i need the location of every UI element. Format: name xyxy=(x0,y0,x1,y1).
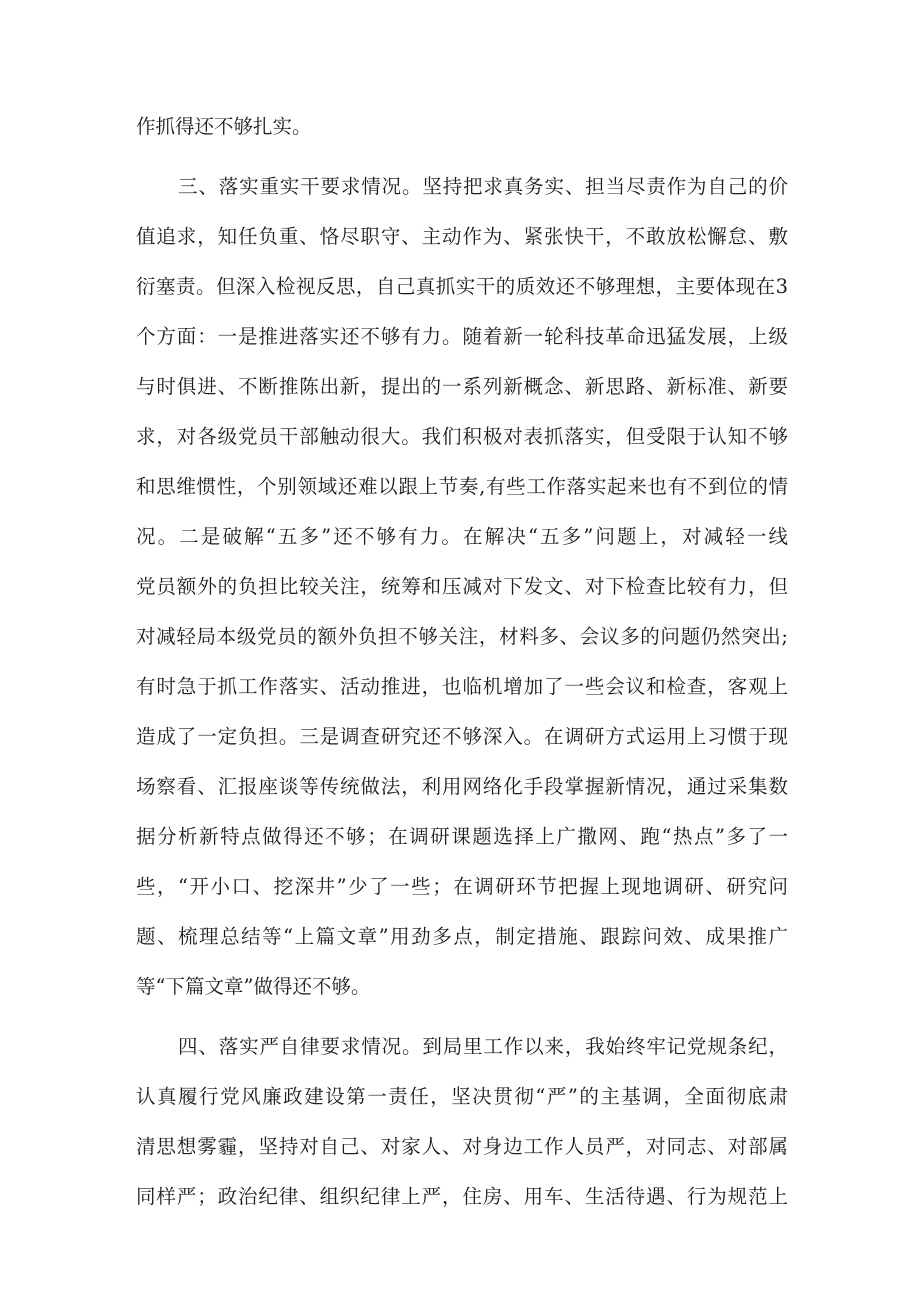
text-line: 同样严；政治纪律、组织纪律上严，住房、用车、生活待遇、行为规范上 xyxy=(136,1185,788,1208)
text-line: 认真履行党风廉政建设第一责任，坚决贯彻“严”的主基调，全面彻底肃 xyxy=(136,1085,788,1108)
text-line: 求，对各级党员干部触动很大。我们积极对表抓落实，但受限于认知不够 xyxy=(136,425,788,448)
section-three-heading-line: 三、落实重实干要求情况。坚持把求真务实、担当尽责作为自己的价 xyxy=(178,175,788,198)
text-line: 作抓得还不够扎实。 xyxy=(136,115,312,138)
text-line: 值追求，知任负重、恪尽职守、主动作为、紧张快干，不敢放松懈怠、敷 xyxy=(136,225,788,248)
text-line: 清思想雾霾，坚持对自己、对家人、对身边工作人员严，对同志、对部属 xyxy=(136,1135,788,1158)
text-line: 些，“开小口、挖深井”少了一些；在调研环节把握上现地调研、研究问 xyxy=(136,875,788,898)
text-line: 造成了一定负担。三是调查研究还不够深入。在调研方式运用上习惯于现 xyxy=(136,725,788,748)
text-line: 党员额外的负担比较关注，统筹和压减对下发文、对下检查比较有力，但 xyxy=(136,575,788,598)
text-line: 题、梳理总结等“上篇文章”用劲多点，制定措施、跟踪问效、成果推广 xyxy=(136,925,788,948)
text-line: 场察看、汇报座谈等传统做法，利用网络化手段掌握新情况，通过采集数 xyxy=(136,775,788,798)
text-line: 等“下篇文章”做得还不够。 xyxy=(136,975,371,998)
text-line: 与时俱进、不断推陈出新，提出的一系列新概念、新思路、新标准、新要 xyxy=(136,375,788,398)
section-four-heading-line: 四、落实严自律要求情况。到局里工作以来，我始终牢记党规条纪， xyxy=(178,1035,788,1058)
text-line: 据分析新特点做得还不够；在调研课题选择上广撒网、跑“热点”多了一 xyxy=(136,825,788,848)
text-line: 况。二是破解“五多”还不够有力。在解决“五多”问题上，对减轻一线 xyxy=(136,525,788,548)
text-line: 衍塞责。但深入检视反思，自己真抓实干的质效还不够理想，主要体现在3 xyxy=(136,275,788,298)
text-line: 个方面：一是推进落实还不够有力。随着新一轮科技革命迅猛发展，上级 xyxy=(136,325,788,348)
text-line: 对减轻局本级党员的额外负担不够关注，材料多、会议多的问题仍然突出; xyxy=(136,625,788,648)
text-line: 有时急于抓工作落实、活动推进，也临机增加了一些会议和检查，客观上 xyxy=(136,675,788,698)
text-line: 和思维惯性，个别领域还难以跟上节奏,有些工作落实起来也有不到位的情 xyxy=(136,475,788,498)
